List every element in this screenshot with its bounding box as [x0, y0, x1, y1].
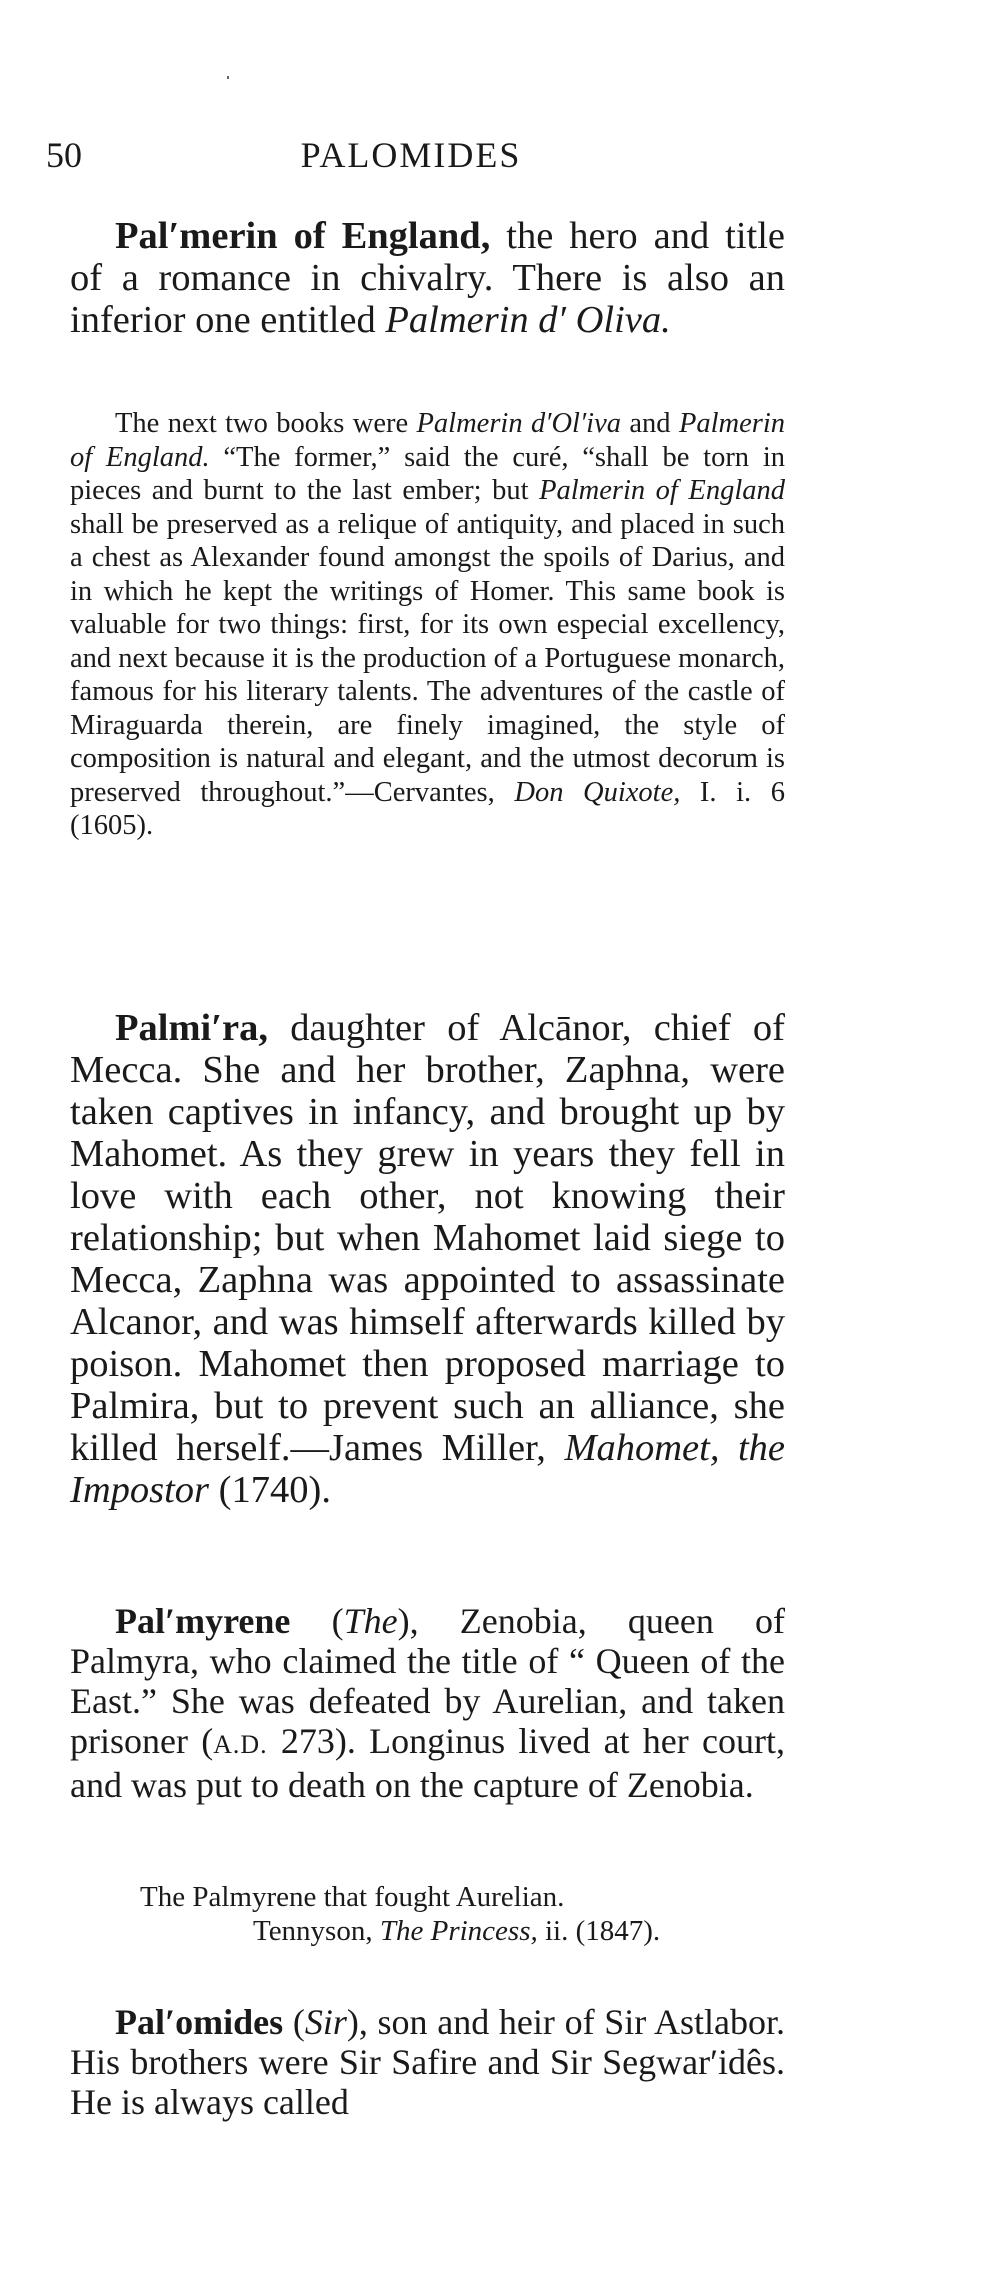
quote-cervantes: [70, 407, 785, 843]
title-don-quixote: Don Quixote,: [514, 776, 681, 808]
entry-palomides: [70, 2002, 785, 2122]
entry-palmerin-text: Pal′merin of England, the hero and title of a romance in chivalry. There is also an inferior one entitled Palmerin d′ Oliva.: [70, 215, 785, 341]
print-speck: [227, 76, 229, 79]
page-header: [46, 134, 776, 184]
running-title: PALOMIDES: [300, 135, 522, 175]
entry-palmira: [70, 1007, 785, 1511]
headword-palomides: Pal′omides: [115, 2002, 284, 2042]
title-mahomet: Mahomet, the Impostor: [70, 1427, 785, 1511]
entry-palmyrene: [70, 1601, 785, 1805]
headword-palmyrene: Pal′myrene: [115, 1601, 291, 1641]
headword-palmerin: Pal′merin of England,: [115, 215, 491, 257]
page-number: 50: [46, 135, 82, 175]
headword-palmira: Palmi′ra,: [115, 1007, 269, 1049]
entry-palmira-text: Palmi′ra, daughter of Alcānor, chief of Mecca. She and her brother, Zaphna, were taken captives in infancy, and brought up by Mahomet. As they grew in years they fell in love with each other, not knowing their relationship; but when Mahomet laid siege to Mecca, Zaphna was appointed to assassinate Alcanor, and was himself afterwards killed by poison. Mahomet then proposed marriage to Palmira, but to prevent such an alliance, she killed herself.—James Miller, Mahomet, the Impostor (1740).: [70, 1007, 785, 1511]
title-palmerin-doliva: Palmerin d′ Oliva.: [385, 299, 671, 341]
verse-quote-line: The Palmyrene that fought Aurelian.: [140, 1881, 565, 1913]
quote-cervantes-text: The next two books were Palmerin d′Ol′iva and Palmerin of England. “The former,” said the curé, “shall be torn in pieces and burnt to the last ember; but Palmerin of England shall be preserved as a relique of antiquity, and placed in such a chest as Alexander found amongst the spoils of Darius, and in which he kept the writings of Homer. This same book is valuable for two things: first, for its own especial excellency, and next because it is the production of a Portuguese monarch, famous for his literary talents. The adventures of the castle of Miraguarda therein, are finely imagined, the style of composition is natural and elegant, and the utmost decorum is preserved throughout.”—Cervantes, Don Quixote, I. i. 6 (1605).: [70, 408, 786, 841]
entry-palmyrene-text: Pal′myrene (The), Zenobia, queen of Palmyra, who claimed the title of “ Queen of the East.” She was defeated by Aurelian, and taken prisoner (A.D. 273). Longinus lived at her court, and was put to death on the capture of Zenobia.: [70, 1601, 785, 1805]
entry-palmerin: [70, 215, 785, 341]
entry-palomides-text: Pal′omides (Sir), son and heir of Sir Astlabor. His brothers were Sir Safire and Sir Segwar′idês. He is always called: [70, 2002, 785, 2122]
verse-attribution: Tennyson, The Princess, ii. (1847).: [253, 1915, 661, 1947]
